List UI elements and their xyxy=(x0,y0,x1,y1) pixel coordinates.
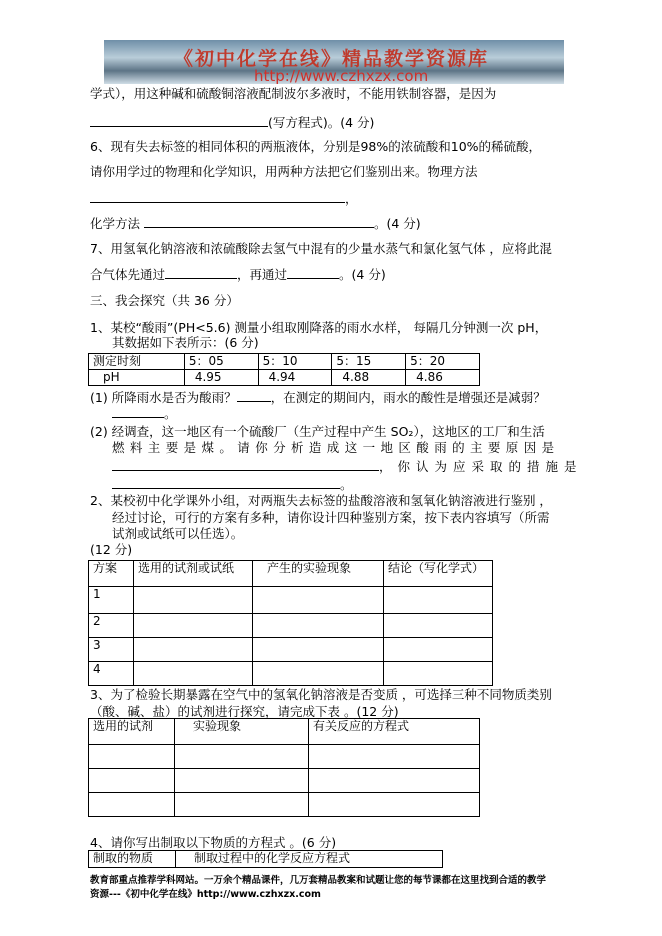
cell: 1 xyxy=(89,587,134,614)
cell[interactable] xyxy=(253,638,384,662)
p1-sub2-line2: 燃料主要是煤。请你分析造成这一地区酸雨的主要原因是 xyxy=(112,440,560,455)
cell[interactable] xyxy=(89,769,175,793)
section3-title: 三、我会探究（共 36 分） xyxy=(90,293,239,308)
p3-line2: （酸、碱、盐）的试剂进行探究，请完成下表 。(12 分) xyxy=(90,704,399,719)
p1-sub1-answer: 。 xyxy=(112,405,177,422)
cell[interactable] xyxy=(384,587,493,614)
q7-line1: 7、用氢氧化钠溶液和浓硫酸除去氢气中混有的少量水蒸气和氯化氢气体 ，应将此混 xyxy=(90,241,552,256)
preparation-table xyxy=(88,850,443,868)
identification-table xyxy=(88,560,493,686)
cell[interactable] xyxy=(309,769,480,793)
p1-line1: 1、某校“酸雨”(PH<5.6) 测量小组取刚降落的雨水水样， 每隔几分钟测一次 pH， xyxy=(90,320,548,335)
q6-line3: ， xyxy=(90,190,358,207)
cell[interactable] xyxy=(134,638,253,662)
cell: 2 xyxy=(89,614,134,638)
cell: 实验现象 xyxy=(175,719,309,745)
cell: 选用的试剂或试纸 xyxy=(134,561,253,587)
q7-line2: 合气体先通过 ，再通过 。(4 分) xyxy=(90,267,386,282)
cell[interactable] xyxy=(89,745,175,769)
footer-line1: 教育部重点推荐学科网站。一万余个精品课件，几万套精品教案和试题让您的每节课都在这里找到合适的教学 xyxy=(90,875,547,886)
cell: pH xyxy=(89,370,185,386)
cell: 结论（写化学式） xyxy=(384,561,493,587)
q5-line1: 学式），用这种碱和硫酸铜溶液配制波尔多液时，不能用铁制容器，是因为 xyxy=(90,86,497,101)
cell: 制取过程中的化学反应方程式 xyxy=(176,851,443,868)
q6-line2: 请你用学过的物理和化学知识，用两种方法把它们鉴别出来。物理方法 xyxy=(90,164,478,179)
cell: 测定时刻 xyxy=(89,354,185,370)
cell[interactable] xyxy=(309,745,480,769)
cell[interactable] xyxy=(309,793,480,817)
site-banner xyxy=(104,40,564,84)
banner-url: http://www.czhxzx.com xyxy=(254,67,429,85)
cell[interactable] xyxy=(134,587,253,614)
cell: 选用的试剂 xyxy=(89,719,175,745)
cell[interactable] xyxy=(175,793,309,817)
cell: 产生的实验现象 xyxy=(253,561,384,587)
q5-line2: (写方程式)。(4 分) xyxy=(90,114,374,131)
cell[interactable] xyxy=(134,614,253,638)
p1-sub1: (1) 所降雨水是否为酸雨？ ，在测定的期间内，雨水的酸性是增强还是减弱？ xyxy=(90,390,546,405)
cell[interactable] xyxy=(175,745,309,769)
p1-line2: 其数据如下表所示：(6 分) xyxy=(112,335,259,350)
cell[interactable] xyxy=(384,662,493,686)
footer-line2: 资源---《初中化学在线》http://www.czhxzx.com xyxy=(90,889,321,900)
cell: 4.86 xyxy=(406,370,480,386)
cell[interactable] xyxy=(175,769,309,793)
cell: 5：15 xyxy=(332,354,406,370)
cell: 有关反应的方程式 xyxy=(309,719,480,745)
cell: 4 xyxy=(89,662,134,686)
cell[interactable] xyxy=(134,662,253,686)
cell: 4.88 xyxy=(332,370,406,386)
cell: 4.94 xyxy=(258,370,332,386)
cell[interactable] xyxy=(253,587,384,614)
p1-sub2-line3: ，你认为应采取的措施是 xyxy=(112,458,583,475)
p1-sub2-line1: (2) 经调查，这一地区有一个硫酸厂（生产过程中产生 SO₂），这地区的工厂和生活 xyxy=(90,424,545,439)
q6-line4: 化学方法 。(4 分) xyxy=(90,216,421,231)
cell: 方案 xyxy=(89,561,134,587)
cell: 4.95 xyxy=(184,370,258,386)
cell[interactable] xyxy=(253,662,384,686)
reagent-table xyxy=(88,718,480,817)
q6-line1: 6、现有失去标签的相同体积的两瓶液体，分别是98%的浓硫酸和10%的稀硫酸， xyxy=(90,139,542,154)
p2-line4: (12 分) xyxy=(90,542,133,557)
ph-table xyxy=(88,353,480,386)
p4-line1: 4、请你写出制取以下物质的方程式 。(6 分) xyxy=(90,835,337,850)
p2-line3: 试剂或试纸可以任选）。 xyxy=(112,526,244,541)
cell: 3 xyxy=(89,638,134,662)
p2-line2: 经过讨论，可行的方案有多种，请你设计四种鉴别方案，按下表内容填写（所需 xyxy=(112,510,550,525)
p3-line1: 3、为了检验长期暴露在空气中的氢氧化钠溶液是否变质 ，可选择三种不同物质类别 xyxy=(90,687,552,702)
cell[interactable] xyxy=(384,614,493,638)
banner-title: 《初中化学在线》精品教学资源库 xyxy=(174,48,490,70)
cell: 5：05 xyxy=(184,354,258,370)
p1-sub2-line4: 。 xyxy=(112,476,353,493)
cell[interactable] xyxy=(89,793,175,817)
cell[interactable] xyxy=(384,638,493,662)
cell: 5：20 xyxy=(406,354,480,370)
cell: 5：10 xyxy=(258,354,332,370)
p2-line1: 2、某校初中化学课外小组，对两瓶失去标签的盐酸溶液和氢氧化钠溶液进行鉴别 ， xyxy=(90,493,552,508)
cell: 制取的物质 xyxy=(89,851,176,868)
cell[interactable] xyxy=(253,614,384,638)
